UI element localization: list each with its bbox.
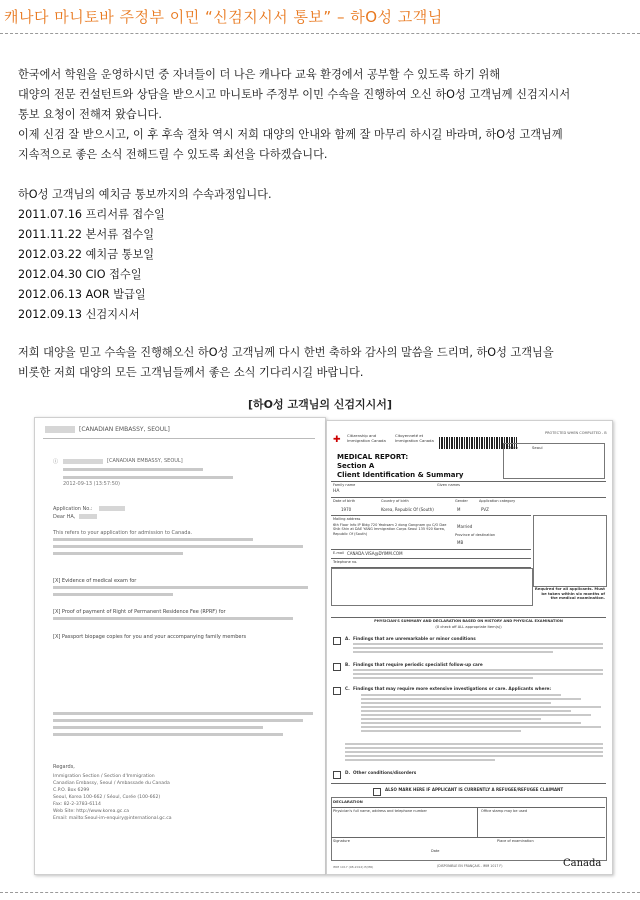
form-physician-label: Physician's full name, address and telephone number xyxy=(333,809,427,813)
closing-line: 비롯한 저희 대양의 모든 고객님들께서 좋은 소식 기다리시길 바랍니다. xyxy=(18,366,364,379)
embassy-letter-image: [CANADIAN EMBASSY, SEOUL] ⓘ [CANADIAN EMBASSY, SEOUL] 2012-09-13 (13:57:50) Application No.: Dear HA, This refers to your application for admission to Canada. [X] Evidence of medical exam for [X] Proof of payment of Right of Permanent Residence Fee (RPRF) for [X] Passport biopage copies for you and your accompanying family members Regards, Immigration Section / Section d'Immigration Canadian Embassy, Seoul / Ambassade du Canada C.P.O. Box 6299 Seoul, Korea 100-662 / Séoul, Corée (100-662) Fax: 82-2-3783-6114 Web Site: http://www.korea.gc.ca Email: mailto:Seoul-im-enquiry@international.gc.ca xyxy=(34,417,326,875)
page-title: 캐나다 마니토바 주정부 이민 “신검지시서 통보” – 하O성 고객님 xyxy=(4,8,443,26)
form-item-b: Findings that require periodic specialist follow-up care xyxy=(353,662,483,667)
intro-line: 한국에서 학원을 운영하시던 중 자녀들이 더 나은 캐나다 교육 환경에서 공부할 수 있도록 하기 위해 xyxy=(18,68,501,81)
intro-line: 지속적으로 좋은 소식 전해드릴 수 있도록 최선을 다하겠습니다. xyxy=(18,148,328,161)
form-protected: PROTECTED WHEN COMPLETED - B xyxy=(545,431,607,435)
form-item-c: Findings that may require more extensive investigations or care. Applicants where: xyxy=(353,686,552,691)
timeline-item: 2012.04.30 CIO 접수일 xyxy=(18,268,142,281)
timeline-item: 2012.03.22 예치금 통보일 xyxy=(18,248,155,261)
form-phone-label: Telephone no. xyxy=(333,560,358,564)
form-province-label: Province of destination xyxy=(455,533,496,537)
form-checkbox-d xyxy=(333,771,341,779)
intro-line: 통보 요청이 전해져 왔습니다. xyxy=(18,108,162,121)
form-item-a: Findings that are unremarkable or minor conditions xyxy=(353,636,476,641)
form-dob-label: Date of birth xyxy=(333,499,356,503)
closing-paragraph xyxy=(18,343,628,383)
form-email-value: CANADA.VISA@DYIMM.COM xyxy=(347,551,403,556)
form-required-note: Required for all applicants. Must be taken within six months of the medical examination. xyxy=(534,586,605,601)
form-footer-code: IMM 1017 (08-2012) E(MR) xyxy=(333,865,374,869)
form-agency-en: Citizenship and Immigration Canada xyxy=(347,433,386,443)
form-checkbox-b xyxy=(333,663,341,671)
intro-line: 대양의 전문 컨설턴트와 상담을 받으시고 마니토바 주정부 이민 수속을 진행하여 오신 하O성 고객님께 신검지시서 xyxy=(18,88,571,101)
timeline-section xyxy=(18,185,628,325)
letter-sig-line: Web Site: http://www.korea.gc.ca xyxy=(53,809,130,814)
form-summary-sub: (X check off ALL appropriate item(s)) xyxy=(435,625,502,629)
timeline-item: 2011.11.22 본서류 접수일 xyxy=(18,228,155,241)
top-divider xyxy=(0,33,640,34)
closing-line: 저희 대양을 믿고 수속을 진행해오신 하O성 고객님께 다시 한번 축하와 감사의 말씀을 드리며, 하O성 고객님을 xyxy=(18,346,554,359)
form-item-d: Other conditions/disorders xyxy=(353,770,417,775)
letter-header: [CANADIAN EMBASSY, SEOUL] xyxy=(79,426,170,433)
letter-regards: Regards, xyxy=(53,764,75,770)
form-title-3: Client Identification & Summary xyxy=(337,471,464,479)
bottom-divider xyxy=(0,892,640,893)
form-footer-fr: (DISPONIBLE EN FRANÇAIS - IMM 1017 F) xyxy=(437,864,503,868)
form-checkbox-a xyxy=(333,637,341,645)
image-caption: [하O성 고객님의 신검지시서] xyxy=(248,398,392,411)
form-office-stamp: Office stamp may be used xyxy=(481,809,528,813)
letter-para1: This refers to your application for admission to Canada. xyxy=(53,530,193,536)
timeline-item: 2012.06.13 AOR 발급일 xyxy=(18,288,146,301)
form-mailing-label: Mailing address xyxy=(333,517,361,521)
letter-item-3: [X] Passport biopage copies for you and your accompanying family members xyxy=(53,634,247,640)
letter-embassy-line: [CANADIAN EMBASSY, SEOUL] xyxy=(107,458,183,464)
letter-item-1: [X] Evidence of medical exam for xyxy=(53,578,137,584)
form-declaration: DECLARATION xyxy=(333,799,363,804)
form-agency-fr: Citoyenneté et Immigration Canada xyxy=(395,433,434,443)
timeline-item: 2012.09.13 신검지시서 xyxy=(18,308,140,321)
form-date-label: Date xyxy=(431,849,440,853)
form-category-value: PVZ xyxy=(481,507,489,512)
letter-app-no: Application No.: xyxy=(53,506,93,512)
form-country-value: Korea, Republic Of (South) xyxy=(381,507,434,512)
letter-sig-line: Seoul, Korea 100-662 / Séoul, Corée (100-662) xyxy=(53,795,161,800)
canada-wordmark: Canada xyxy=(563,858,602,869)
medical-report-form-image: ✚ Citizenship and Immigration Canada Citoyenneté et Immigration Canada PROTECTED WHEN COMPLETED - B MEDICAL REPORT: Section A Client Identification & Summary Office Seoul Family name HA Given names Date of birth 1970 Country of birth Korea, Republic Of (South) Gender M Application category PVZ Mailing address 6th Floor Info IP Bldg 720 Yeoksam 2 dong Gangnam gu C/O Dae Shik Shin at DAE YANG Immigration Corps Seoul 135 920 Korea, Republic Of (South) Married Province of destination MB E-mail CANADA.VISA@DYIMM.COM Telephone no. Required for all applicants. Must be taken within six months of the medical examination. PHYSICIAN'S SUMMARY AND DECLARATION BASED ON HISTORY AND PHYSICAL EXAMINATION (X check off ALL appropriate item(s)) A. Findings that are unremarkable or minor conditions B. Findings that require periodic specialist follow-up care C. Findings that may require more extensive investigations or care. Applicants where: D. Other conditions/disorders ALSO MARK HERE IF APPLICANT IS CURRENTLY A REFUGEE/REFUGEE CLAIMANT DECLARATION Physician's full name, address and telephone number Office stamp may be used Signature Date Place of examination IMM 1017 (08-2012) E(MR) (DISPONIBLE EN FRANÇAIS - IMM 1017 F) Canada xyxy=(326,420,613,875)
intro-paragraph xyxy=(18,65,628,165)
form-office-label: Office xyxy=(507,445,519,450)
letter-sig-line: Immigration Section / Section d'Immigration xyxy=(53,774,155,779)
form-email-label: E-mail xyxy=(333,551,344,555)
form-checkbox-c xyxy=(333,687,341,695)
form-gender-value: M xyxy=(457,507,461,512)
letter-sig-line: C.P.O. Box 6299 xyxy=(53,788,90,793)
form-category-label: Application category xyxy=(479,499,516,503)
letter-sig-line: Canadian Embassy, Seoul / Ambassade du Canada xyxy=(53,781,170,786)
form-address: 6th Floor Info IP Bldg 720 Yeoksam 2 dong Gangnam gu C/O Dae Shik Shin at DAE YANG Immigration Corps Seoul 135 920 Korea, Republic Of (South) xyxy=(333,523,447,536)
form-title-2: Section A xyxy=(337,462,375,470)
form-signature-label: Signature xyxy=(333,839,350,843)
letter-dear: Dear HA, xyxy=(53,514,76,520)
letter-date: 2012-09-13 (13:57:50) xyxy=(63,481,121,487)
letter-sig-line: Fax: 82-2-3783-6114 xyxy=(53,802,101,807)
timeline-item: 2011.07.16 프리서류 접수일 xyxy=(18,208,165,221)
form-title-1: MEDICAL REPORT: xyxy=(337,453,409,461)
form-family-value: HA xyxy=(333,489,340,494)
form-summary-title: PHYSICIAN'S SUMMARY AND DECLARATION BASED ON HISTORY AND PHYSICAL EXAMINATION xyxy=(374,619,563,623)
form-office-value: Seoul xyxy=(532,445,543,450)
form-marital-value: Married xyxy=(457,524,473,529)
form-province-value: MB xyxy=(457,540,464,545)
form-item-e: ALSO MARK HERE IF APPLICANT IS CURRENTLY A REFUGEE/REFUGEE CLAIMANT xyxy=(385,787,564,792)
form-place-label: Place of examination xyxy=(497,839,534,843)
canada-flag-icon: ✚ xyxy=(333,435,341,445)
timeline-heading: 하O성 고객님의 예치금 통보까지의 수속과정입니다. xyxy=(18,188,272,201)
form-dob-value: 1970 xyxy=(341,507,352,512)
form-gender-label: Gender xyxy=(455,499,468,503)
letter-item-2: [X] Proof of payment of Right of Permanent Residence Fee (RPRF) for xyxy=(53,609,226,615)
intro-line: 이제 신검 잘 받으시고, 이 후 후속 절차 역시 저희 대양의 안내와 함께 잘 마무리 하시길 바라며, 하O성 고객님께 xyxy=(18,128,563,141)
form-given-label: Given names xyxy=(437,483,460,487)
form-checkbox-e xyxy=(373,788,381,796)
form-family-label: Family name xyxy=(333,483,356,487)
form-country-label: Country of birth xyxy=(381,499,409,503)
letter-sig-line: Email: mailto:Seoul-im-enquiry@international.gc.ca xyxy=(53,816,172,821)
